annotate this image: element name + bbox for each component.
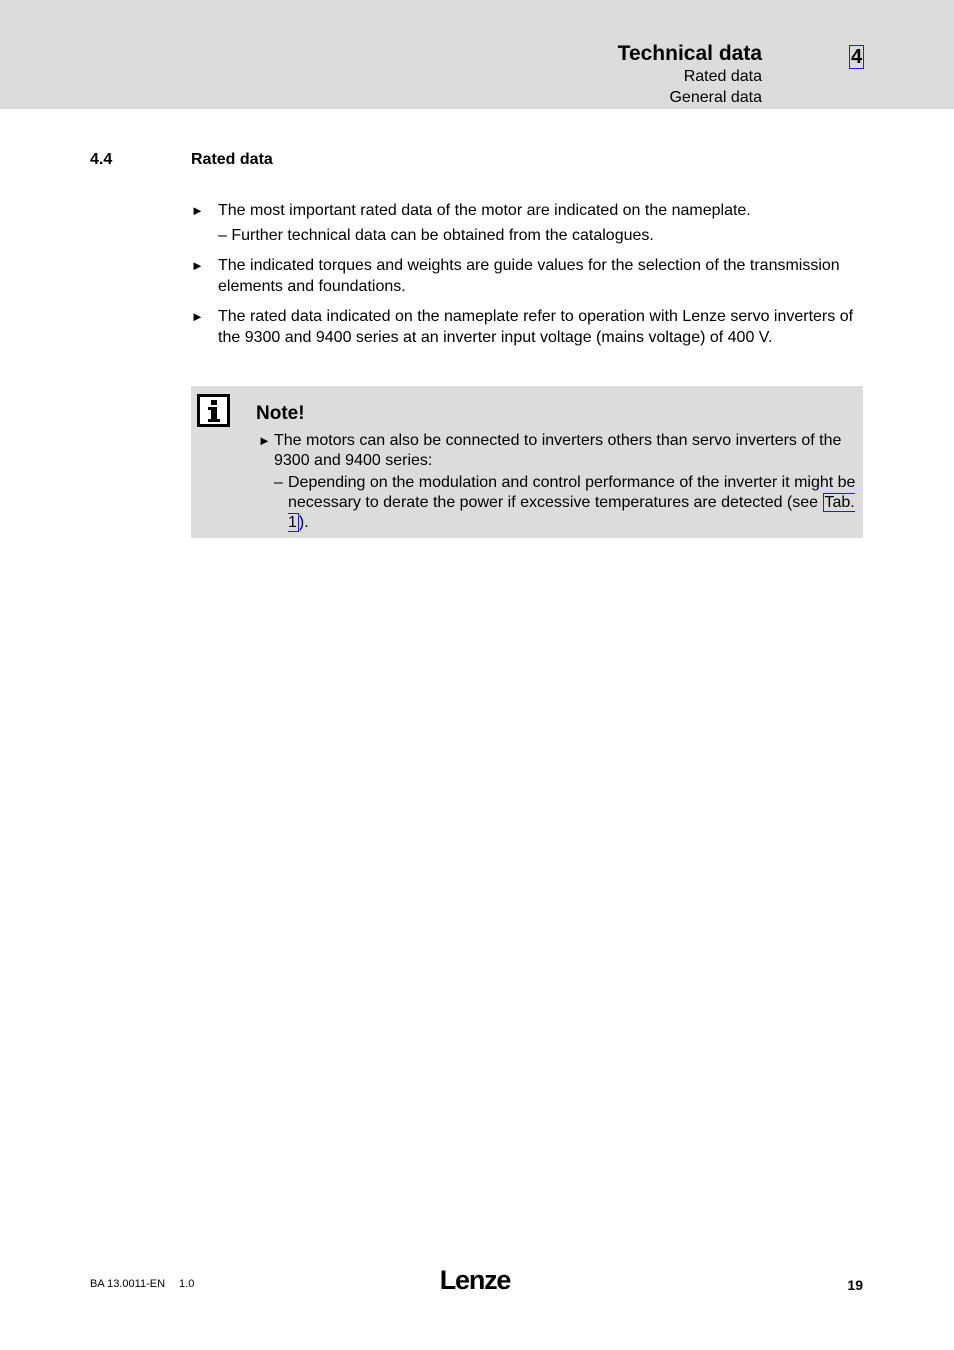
bullet-list xyxy=(191,200,863,357)
lenze-logo xyxy=(436,1266,514,1294)
section-title: Rated data xyxy=(191,151,273,168)
chapter-subtitle-general-data: General data xyxy=(669,89,762,106)
triangle-right-icon: ► xyxy=(191,309,204,324)
note-title: Note! xyxy=(256,403,305,424)
bullet-text: The rated data indicated on the nameplate refer to operation with Lenze servo inverters of the 9300 and 9400 series at an inverter input voltage (mains voltage) of 400 V. xyxy=(218,308,854,346)
document-version: 1.0 xyxy=(179,1278,195,1290)
chapter-subtitle-rated-data: Rated data xyxy=(683,68,762,85)
document-id: BA 13.0011-EN xyxy=(90,1278,166,1290)
note-box xyxy=(191,386,863,538)
triangle-right-icon: ► xyxy=(191,203,204,218)
list-item xyxy=(191,306,863,348)
page-number: 19 xyxy=(847,1277,863,1293)
bullet-subtext: – Further technical data can be obtained from the catalogues. xyxy=(218,227,654,244)
list-item xyxy=(191,200,863,246)
triangle-right-icon: ► xyxy=(258,433,271,448)
dash-marker: – xyxy=(274,474,283,491)
chapter-title: Technical data xyxy=(617,42,762,65)
note-subitem-text: Depending on the modulation and control performance of the inverter it might be necessary to derate the power if excessive temperatures are detected (see xyxy=(288,474,856,511)
table-reference-link[interactable]: Tab. 1 xyxy=(288,494,855,531)
section-number: 4.4 xyxy=(90,151,113,168)
note-subitem-end: ). xyxy=(298,514,309,531)
logo-text: Lenze xyxy=(439,1266,511,1294)
note-body xyxy=(258,431,858,533)
list-item xyxy=(191,255,863,297)
header-band xyxy=(0,0,954,109)
bullet-text: The most important rated data of the motor are indicated on the nameplate. xyxy=(218,202,751,219)
triangle-right-icon: ► xyxy=(191,258,204,273)
note-subitem xyxy=(258,473,858,533)
bullet-text: The indicated torques and weights are guide values for the selection of the transmission elements and foundations. xyxy=(218,257,840,295)
footer-document-id xyxy=(90,1278,194,1290)
note-item-text: The motors can also be connected to inverters others than servo inverters of the 9300 and 9400 series: xyxy=(274,432,842,469)
note-item xyxy=(258,431,858,471)
info-icon xyxy=(197,394,230,427)
chapter-number-link[interactable]: 4 xyxy=(850,46,863,68)
